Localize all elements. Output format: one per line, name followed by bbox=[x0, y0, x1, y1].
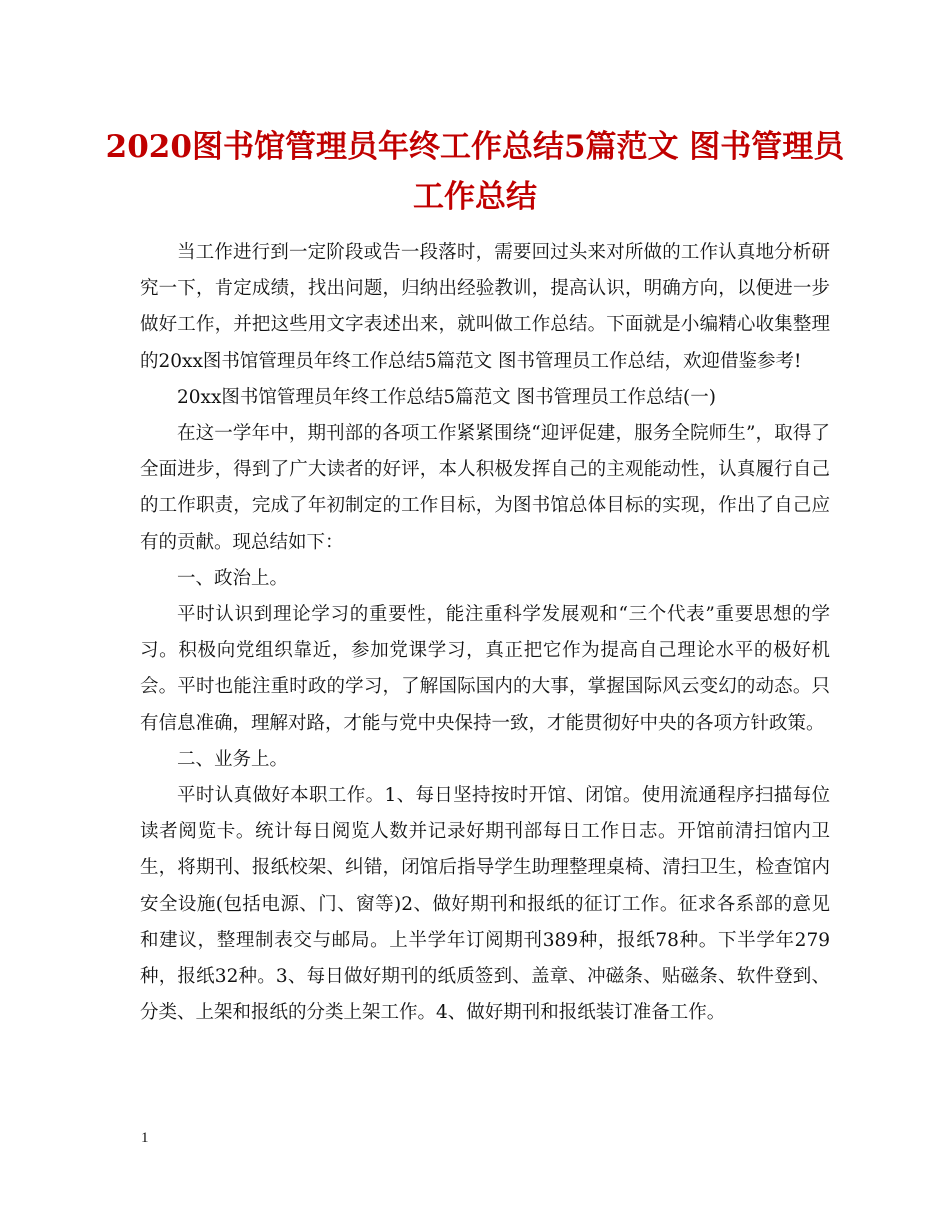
business-heading: 二、业务上。 bbox=[177, 748, 289, 770]
politics-heading: 一、政治上。 bbox=[177, 567, 289, 589]
intro-paragraph: 当工作进行到一定阶段或告一段落时，需要回过头来对所做的工作认真地分析研究一下，肯定成绩，找出问题，归纳出经验教训，提高认识，明确方向，以便进一步做好工作，并把这些用文字表述出来，就叫做工作总结。下面就是小编精心收集整理的20xx图书馆管理员年终工作总结5篇范文 图书管理员工作总结，欢迎借鉴参考! bbox=[140, 242, 830, 372]
document-title: 2020图书馆管理员年终工作总结5篇范文 图书管理员工作总结 bbox=[105, 129, 845, 215]
page-number: 1 bbox=[141, 1130, 149, 1146]
politics-paragraph: 平时认识到理论学习的重要性，能注重科学发展观和“三个代表”重要思想的学习。积极向党组织靠近，参加党课学习，真正把它作为提高自己理论水平的极好机会。平时也能注重时政的学习，了解国际国内的大事，掌握国际风云变幻的动态。只有信息准确，理解对路，才能与党中央保持一致，才能贯彻好中央的各项方针政策。 bbox=[140, 604, 830, 734]
section-heading-paragraph: 20xx图书馆管理员年终工作总结5篇范文 图书管理员工作总结(一) bbox=[177, 386, 716, 408]
document-body bbox=[140, 235, 830, 1031]
business-paragraph: 平时认真做好本职工作。1、每日坚持按时开馆、闭馆。使用流通程序扫描每位读者阅览卡。统计每日阅览人数并记录好期刊部每日工作日志。开馆前清扫馆内卫生，将期刊、报纸校架、纠错，闭馆后指导学生助理整理桌椅、清扫卫生，检查馆内安全设施(包括电源、门、窗等)2、做好期刊和报纸的征订工作。征求各系部的意见和建议，整理制表交与邮局。上半学年订阅期刊389种，报纸78种。下半学年279种，报纸32种。3、每日做好期刊的纸质签到、盖章、冲磁条、贴磁条、软件登到、分类、上架和报纸的分类上架工作。4、做好期刊和报纸装订准备工作。 bbox=[140, 785, 830, 1024]
summary-paragraph: 在这一学年中，期刊部的各项工作紧紧围绕“迎评促建，服务全院师生”，取得了全面进步，得到了广大读者的好评，本人积极发挥自己的主观能动性，认真履行自己的工作职责，完成了年初制定的工作目标，为图书馆总体目标的实现，作出了自己应有的贡献。现总结如下： bbox=[140, 423, 830, 553]
